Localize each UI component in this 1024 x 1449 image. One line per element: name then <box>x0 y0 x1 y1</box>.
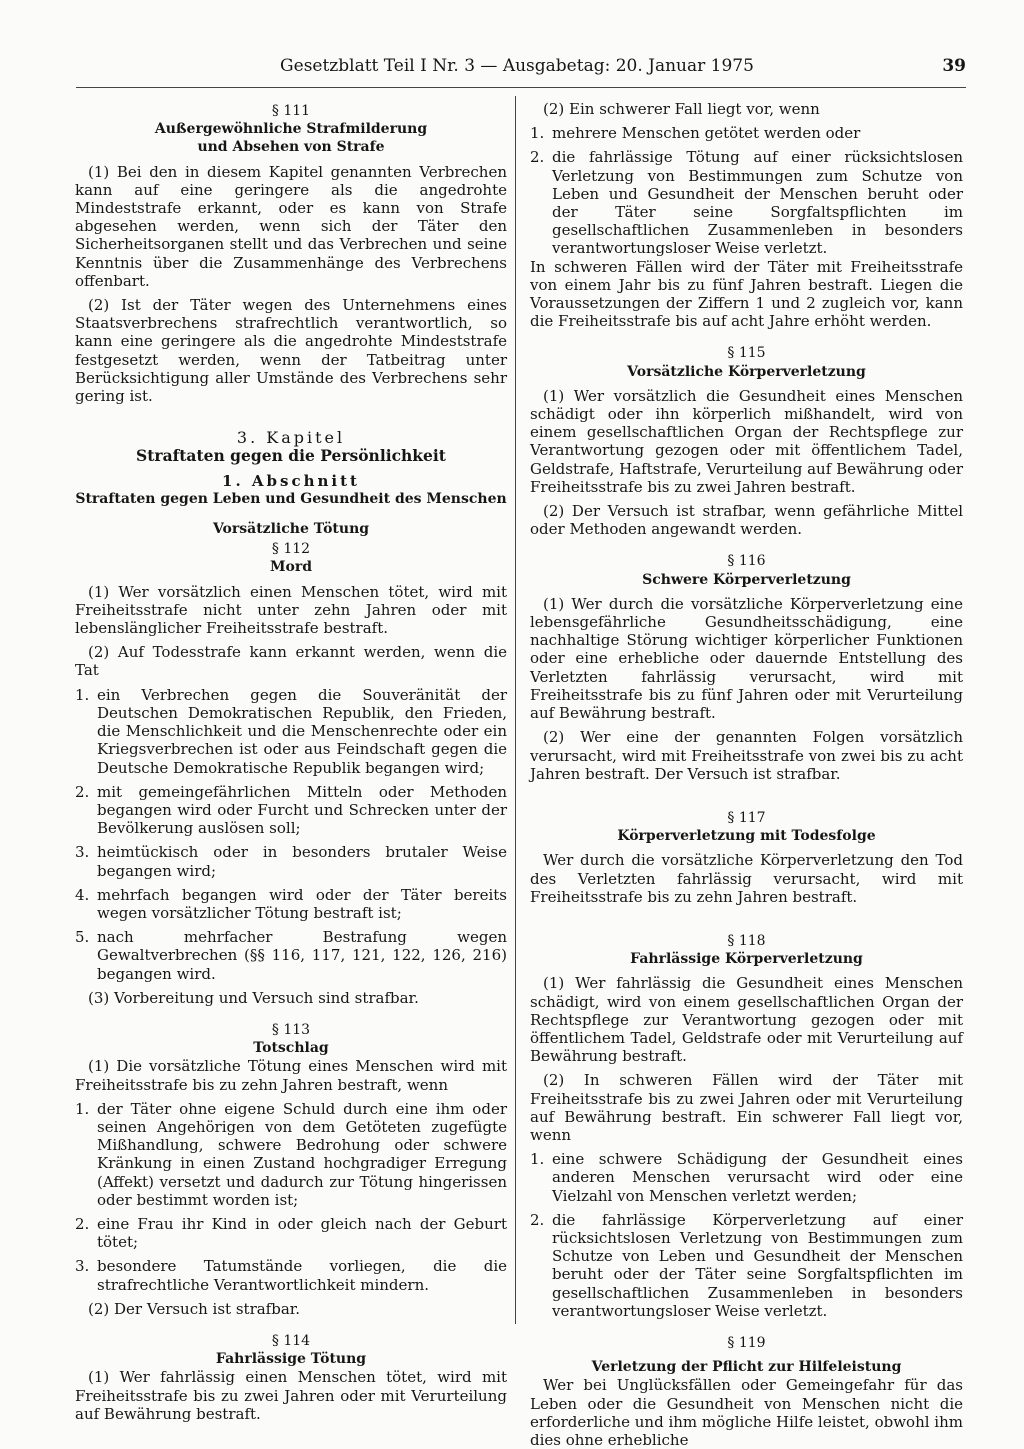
left-column <box>75 100 507 1423</box>
list-item: 3. heimtückisch oder in besonders brutaler Weise begangen wird; <box>75 843 507 880</box>
chapter-label: 3. Kapitel <box>236 428 346 448</box>
paragraph-heading: Totschlag <box>253 1040 329 1057</box>
list-item: 2. die fahrlässige Körperverletzung auf einer rücksichtslosen Verletzung von Bestimmungen zum Schutze von Leben und Gesundheit der Menschen beruht oder der Täter seine Sorgfaltspflichten im gesellschaftlichen Zusammenleben in besonders verantwortungsloser Weise verletzt. <box>530 1210 963 1320</box>
list-item: 3. besondere Tatumstände vorliegen, die die strafrechtliche Verantwortlichkeit mindern. <box>75 1257 507 1294</box>
paragraph-number: § 112 <box>271 541 311 558</box>
paragraph-heading: Körperverletzung mit Todesfolge <box>617 828 876 845</box>
paragraph-text: Wer bei Unglücksfällen oder Gemeingefahr für das Leben oder die Gesundheit von Menschen nicht die erforderliche und ihm mögliche Hilfe leistet, obwohl ihm dies ohne erhebliche <box>530 1376 963 1449</box>
paragraph-number: § 111 <box>271 103 311 119</box>
paragraph-number: § 119 <box>727 1334 766 1351</box>
paragraph-text: (1) Wer fahrlässig die Gesundheit eines Menschen schädigt, wird von einem gesellschaftlichen Organ der Rechtspflege zur Verantwortung gezogen oder mit öffentlichem Tadel, Geldstrafe oder mit Verurteilung auf Bewährung bestraft. <box>530 974 963 1066</box>
right-column <box>530 100 963 1449</box>
paragraph-text: (1) Wer vorsätzlich einen Menschen tötet, wird mit Freiheitsstrafe nicht unter zehn Jahren oder mit lebenslänglicher Freiheitsstrafe bestraft. <box>75 582 507 638</box>
page-number: 39 <box>942 56 966 76</box>
paragraph-heading: und Absehen von Strafe <box>197 139 385 156</box>
paragraph-text: (2) Auf Todesstrafe kann erkannt werden, wenn die Tat <box>75 643 507 680</box>
paragraph-number: § 116 <box>727 553 766 570</box>
paragraph-number: § 113 <box>271 1021 311 1038</box>
list-item: 2. mit gemeingefährlichen Mitteln oder Methoden begangen wird oder Furcht und Schrecken unter der Bevölkerung auslösen soll; <box>75 782 507 838</box>
paragraph-text: (1) Wer durch die vorsätzliche Körperverletzung eine lebensgefährliche Gesundheitsschädigung, eine nachhaltige Störung wichtiger körperlicher Funktionen oder eine erhebliche oder dauernde Entstellung des Verletzten fahrlässig verursacht, wird mit Freiheitsstrafe bis zu fünf Jahren oder mit Verurteilung auf Bewährung bestraft. <box>530 594 963 723</box>
paragraph-heading: Verletzung der Pflicht zur Hilfeleistung <box>591 1359 902 1376</box>
paragraph-text: (1) Die vorsätzliche Tötung eines Menschen wird mit Freiheitsstrafe bis zu zehn Jahren bestraft, wenn <box>75 1057 507 1094</box>
paragraph-heading: Vorsätzliche Körperverletzung <box>627 363 866 380</box>
header-title: Gesetzblatt Teil I Nr. 3 — Ausgabetag: 20. Januar 1975 <box>280 56 754 76</box>
page-header <box>68 56 966 82</box>
paragraph-heading: Fahrlässige Körperverletzung <box>630 951 863 968</box>
paragraph-heading: Fahrlässige Tötung <box>215 1351 367 1368</box>
list-item: 1. der Täter ohne eigene Schuld durch eine ihm oder seinen Angehörigen von dem Getöteten zugefügte Mißhandlung, schwere Bedrohung oder schwere Kränkung in einen Zustand hochgradiger Erregung (Affekt) versetzt und dadurch zur Tötung hingerissen oder bestimmt worden ist; <box>75 1099 507 1209</box>
list-item: 1. eine schwere Schädigung der Gesundheit eines anderen Menschen verursacht wird oder eine Vielzahl von Menschen verletzt werden; <box>530 1150 963 1205</box>
paragraph-text: (2) Ist der Täter wegen des Unternehmens eines Staatsverbrechens strafrechtlich verantwortlich, so kann eine geringere als die angedrohte Mindeststrafe festgesetzt werden, wenn der Tatbeitrag unter Berücksichtigung aller Umstände des Verbrechens sehr gering ist. <box>75 296 507 406</box>
column-divider <box>515 96 516 1324</box>
chapter-title: Straftaten gegen die Persönlichkeit <box>136 446 446 466</box>
paragraph-text: In schweren Fällen wird der Täter mit Freiheitsstrafe von einem Jahr bis zu fünf Jahren bestraft. Liegen die Voraussetzungen der Ziffern 1 und 2 zugleich vor, kann die Freiheitsstrafe bis auf acht Jahre erhöht werden. <box>530 257 963 331</box>
section-title: Straftaten gegen Leben und Gesundheit des Menschen <box>75 490 507 507</box>
paragraph-number: § 114 <box>271 1332 311 1349</box>
subsection-title: Vorsätzliche Tötung <box>212 521 370 538</box>
paragraph-heading: Mord <box>270 559 312 576</box>
paragraph-text: (2) Der Versuch ist strafbar. <box>88 1299 301 1318</box>
list-item: 1. ein Verbrechen gegen die Souveränität der Deutschen Demokratischen Republik, den Frieden, die Menschlichkeit und die Menschenrechte oder ein Kriegsverbrechen ist oder aus Feindschaft gegen die Deutsche Demokratische Republik begangen wird; <box>75 685 507 777</box>
header-rule <box>76 87 966 88</box>
section-label: 1. Abschnitt <box>222 471 360 490</box>
list-item: 2. die fahrlässige Tötung auf einer rücksichtslosen Verletzung von Bestimmungen zum Schutze von Leben und Gesundheit der Menschen beruht oder der Täter seine Sorgfaltspflichten im gesellschaftlichen Zusammenleben in besonders verantwortungsloser Weise verletzt. <box>530 148 963 258</box>
paragraph-text: (2) In schweren Fällen wird der Täter mit Freiheitsstrafe bis zu zwei Jahren oder mit Verurteilung auf Bewährung bestraft. Ein schwerer Fall liegt vor, wenn <box>530 1071 963 1144</box>
paragraph-text: (1) Wer vorsätzlich die Gesundheit eines Menschen schädigt oder ihn körperlich mißhandelt, wird von einem gesellschaftlichen Organ der Rechtspflege zur Verantwortung gezogen oder mit öffentlichem Tadel, Geldstrafe, Haftstrafe, Verurteilung auf Bewährung oder Freiheitsstrafe bis zu zwei Jahren bestraft. <box>530 386 963 496</box>
paragraph-number: § 118 <box>727 932 766 949</box>
paragraph-text: (2) Ein schwerer Fall liegt vor, wenn <box>543 100 820 118</box>
paragraph-text: (1) Bei den in diesem Kapitel genannten Verbrechen kann auf eine geringere als die angedrohte Mindeststrafe erkannt, oder es kann von Strafe abgesehen werden, wenn sich der Täter den Sicherheitsorganen stellt und das Verbrechen und seine Kenntnis über die Zusammenhänge des Verbrechens offenbart. <box>75 162 507 290</box>
paragraph-text: (2) Wer eine der genannten Folgen vorsätzlich verursacht, wird mit Freiheitsstrafe von zwei bis zu acht Jahren bestraft. Der Versuch ist strafbar. <box>530 728 963 783</box>
paragraph-heading: Außergewöhnliche Strafmilderung <box>154 121 428 138</box>
paragraph-number: § 115 <box>727 345 766 362</box>
paragraph-text: Wer durch die vorsätzliche Körperverletzung den Tod des Verletzten fahrlässig verursacht, wird mit Freiheitsstrafe bis zu zehn Jahren bestraft. <box>530 851 963 906</box>
paragraph-number: § 117 <box>727 809 766 826</box>
paragraph-text: (3) Vorbereitung und Versuch sind strafbar. <box>88 988 419 1007</box>
list-item: 2. eine Frau ihr Kind in oder gleich nach der Geburt tötet; <box>75 1214 507 1252</box>
list-item: 5. nach mehrfacher Bestrafung wegen Gewaltverbrechen (§§ 116, 117, 121, 122, 126, 216) begangen wird. <box>75 928 507 983</box>
list-item: 1. mehrere Menschen getötet werden oder <box>530 124 861 143</box>
paragraph-text: (2) Der Versuch ist strafbar, wenn gefährliche Mittel oder Methoden angewandt werden. <box>530 502 963 539</box>
paragraph-text: (1) Wer fahrlässig einen Menschen tötet, wird mit Freiheitsstrafe bis zu zwei Jahren oder mit Verurteilung auf Bewährung bestraft. <box>75 1368 507 1423</box>
paragraph-heading: Schwere Körperverletzung <box>642 571 851 588</box>
list-item: 4. mehrfach begangen wird oder der Täter bereits wegen vorsätzlicher Tötung bestraft ist; <box>75 885 507 922</box>
